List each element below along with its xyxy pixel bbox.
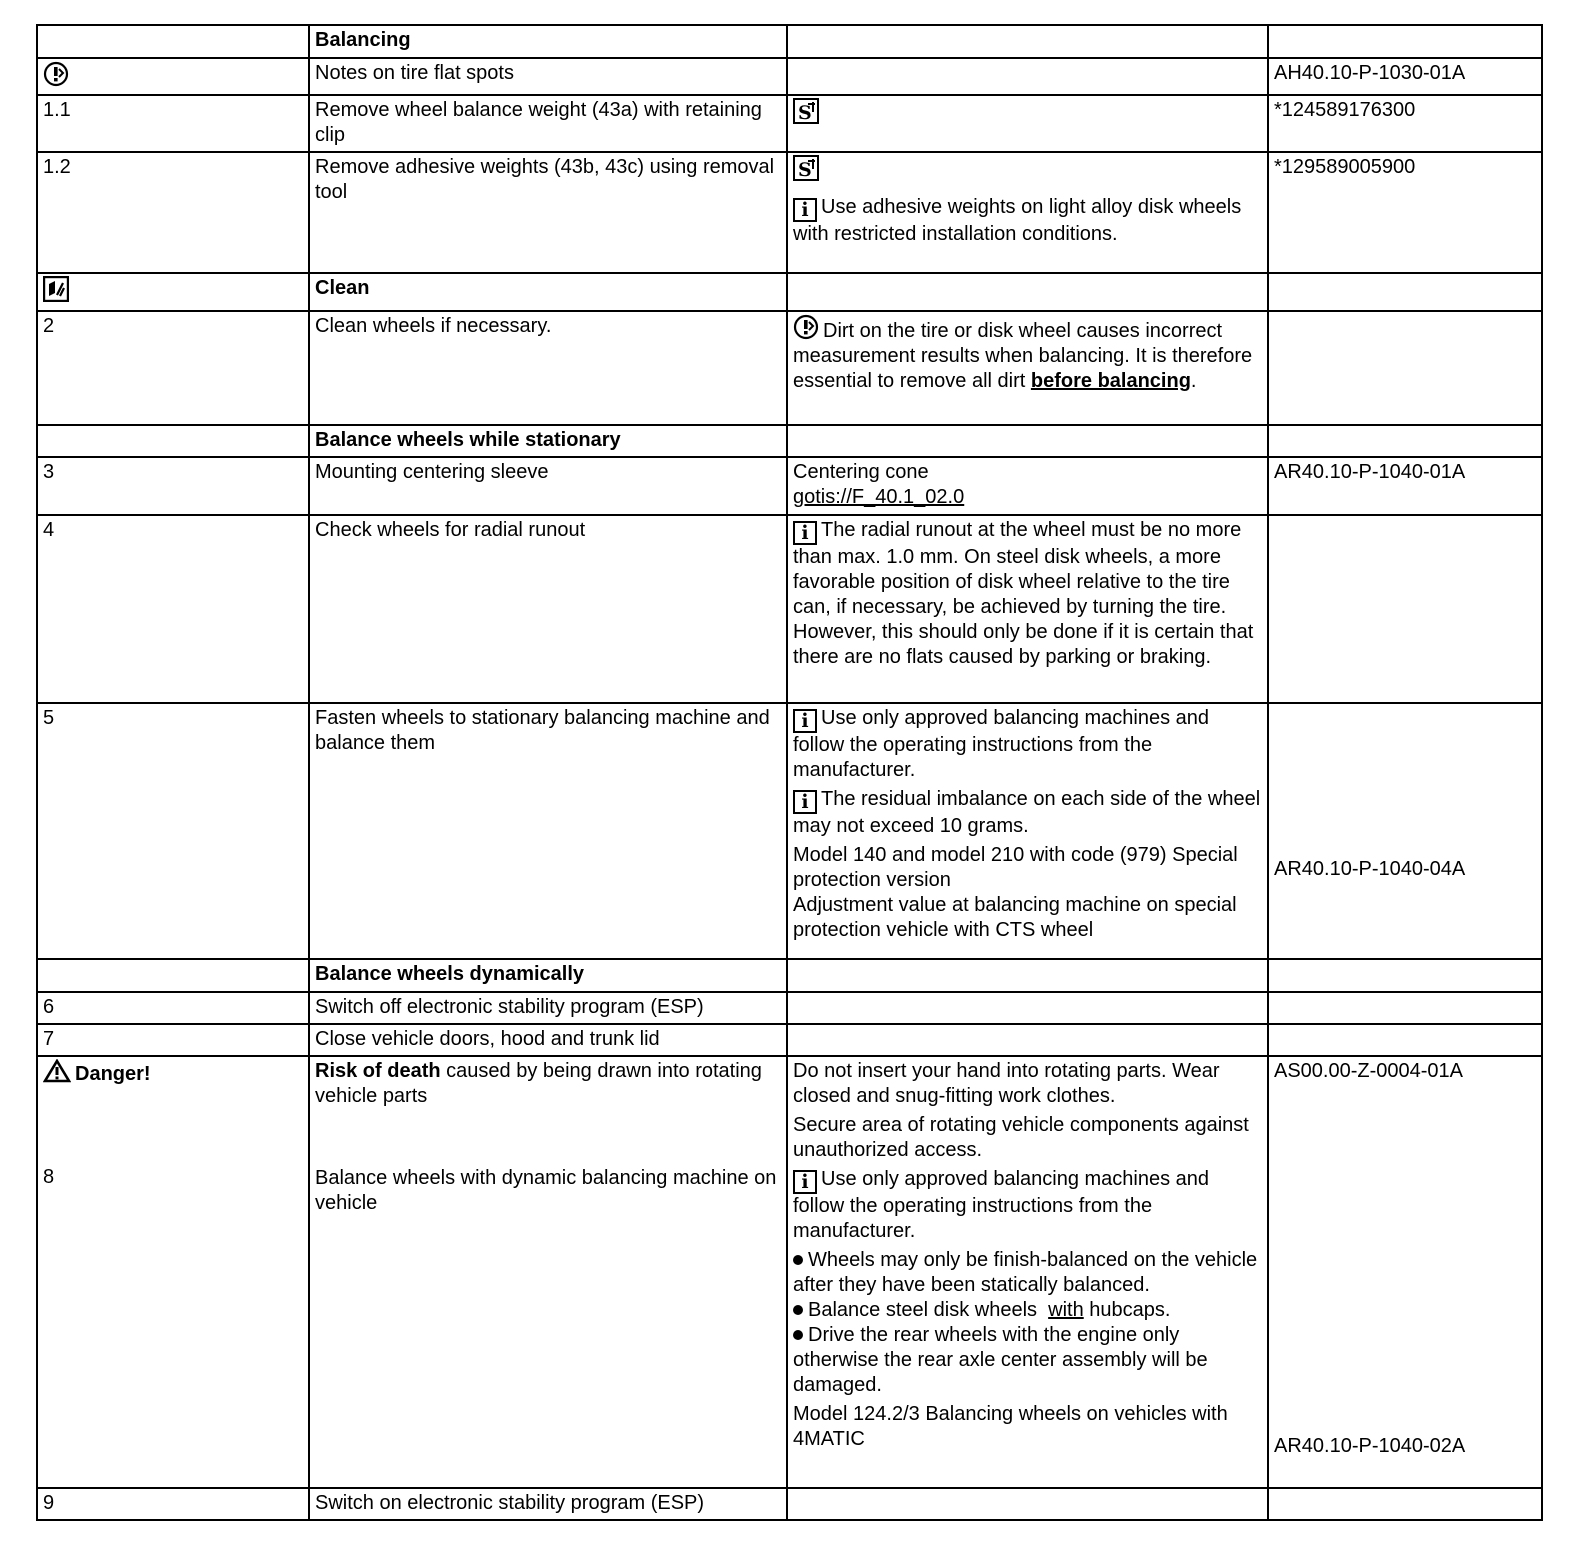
- table-row: [37, 152, 1542, 273]
- step-text: Remove adhesive weights (43b, 43c) using removal tool: [309, 152, 787, 273]
- step-text: Switch off electronic stability program (ESP): [309, 992, 787, 1024]
- info-box-icon: i: [793, 790, 817, 814]
- section-title-stationary: Balance wheels while stationary: [309, 425, 787, 457]
- table-row: [37, 25, 1542, 58]
- bullet-icon: [793, 1305, 803, 1315]
- info-note: The radial runout at the wheel must be no more than max. 1.0 mm. On steel disk wheels, a more favorable position of disk wheel relative to the tire can, if necessary, be achieved by turning the tire. However, this should only be done if it is certain that there are no flats caused by parking or braking.: [793, 519, 1254, 668]
- table-row: Danger! 8 Risk of death caused by being drawn into rotating vehicle parts Balance wheels with dynamic balancing machine on vehicle Do not insert your hand into rotating parts. Wear closed and snug-fitting work clothes. Secure area of rotating vehicle components against unauthorized access. i Use only approved balancing machines and follow the operating instructions from the manufacturer. Wheels may only be finish-balanced on the vehicle after they have been statically balanced. Balance steel disk wheels with hubcaps. Drive the rear wheels with the engine only otherwise the rear axle center assembly will be damaged. Model 124.2/3 Balancing wheels on vehicles with 4MATIC AS00.00-Z-0004-01A AR40.10-P-1040-02A: [37, 1056, 1542, 1488]
- step-number: 2: [37, 311, 309, 425]
- info-box-icon: i: [793, 198, 817, 222]
- danger-note: Secure area of rotating vehicle components against unauthorized access.: [793, 1114, 1249, 1161]
- danger-title: Risk of death: [315, 1060, 447, 1082]
- caution-circle-icon: [43, 61, 69, 87]
- bullet-emphasis: with: [1048, 1299, 1084, 1321]
- svg-text:S: S: [798, 102, 812, 124]
- info-note: Use only approved balancing machines and follow the operating instructions from the manufacturer.: [793, 1168, 1210, 1242]
- ref-code: AR40.10-P-1040-02A: [1274, 1435, 1466, 1457]
- section-title-clean: Clean: [309, 273, 787, 311]
- table-row: [37, 992, 1542, 1024]
- special-tool-icon: [793, 155, 819, 181]
- info-note: The residual imbalance on each side of the wheel may not exceed 10 grams.: [793, 788, 1261, 837]
- step-number: 3: [37, 457, 309, 515]
- info-note: Use only approved balancing machines and follow the operating instructions from the manufacturer.: [793, 707, 1210, 781]
- bullet-icon: [793, 1330, 803, 1340]
- section-title-balancing: Balancing: [309, 25, 787, 58]
- info-note: Use adhesive weights on light alloy disk wheels with restricted installation conditions.: [793, 196, 1242, 245]
- table-row: [37, 959, 1542, 992]
- step-number: 9: [37, 1488, 309, 1520]
- step-text: Close vehicle doors, hood and trunk lid: [309, 1024, 787, 1056]
- table-row: [37, 1024, 1542, 1056]
- bullet-note: Drive the rear wheels with the engine only otherwise the rear axle center assembly will be damaged.: [793, 1324, 1208, 1396]
- notes-flat-spots: Notes on tire flat spots: [309, 58, 787, 95]
- bullet-note: Balance steel disk wheels: [808, 1299, 1049, 1321]
- caution-note-emphasis: before balancing: [1030, 370, 1191, 392]
- svg-text:S: S: [798, 159, 812, 181]
- step-number: 7: [37, 1024, 309, 1056]
- table-row: [37, 425, 1542, 457]
- procedure-table: [36, 24, 1543, 1521]
- step-number: 1.1: [37, 95, 309, 152]
- step-text: Fasten wheels to stationary balancing machine and balance them: [309, 703, 787, 959]
- step-text: Balance wheels with dynamic balancing machine on vehicle: [315, 1167, 777, 1214]
- step-number: 8: [43, 1166, 55, 1188]
- clean-procedure-icon: [43, 276, 69, 302]
- step-text: Check wheels for radial runout: [309, 515, 787, 703]
- part-number: *124589176300: [1268, 95, 1542, 152]
- section-title-dynamic: Balance wheels dynamically: [309, 959, 787, 992]
- warning-triangle-icon: [43, 1059, 71, 1083]
- special-tool-icon: [793, 98, 819, 124]
- table-row: [37, 457, 1542, 515]
- step-number: 1.2: [37, 152, 309, 273]
- step-number: 5: [37, 703, 309, 959]
- caution-circle-icon: [793, 314, 819, 340]
- model-note: Model 124.2/3 Balancing wheels on vehicles with 4MATIC: [793, 1403, 1228, 1450]
- bullet-note: Wheels may only be finish-balanced on the vehicle after they have been statically balanced.: [793, 1249, 1258, 1296]
- part-number: *129589005900: [1268, 152, 1542, 273]
- ref-code: AR40.10-P-1040-04A: [1274, 858, 1466, 880]
- step-number: 6: [37, 992, 309, 1024]
- table-row: [37, 95, 1542, 152]
- adjustment-note: Adjustment value at balancing machine on special protection vehicle with CTS wheel: [793, 894, 1237, 941]
- gotis-link[interactable]: gotis://F_40.1_02.0: [793, 486, 965, 508]
- step-number: 4: [37, 515, 309, 703]
- info-box-icon: i: [793, 521, 817, 545]
- ref-code: AH40.10-P-1030-01A: [1268, 58, 1542, 95]
- info-box-icon: i: [793, 1170, 817, 1194]
- danger-label: Danger!: [75, 1063, 151, 1085]
- step-text: Remove wheel balance weight (43a) with retaining clip: [309, 95, 787, 152]
- step-text: Clean wheels if necessary.: [309, 311, 787, 425]
- table-row: [37, 515, 1542, 703]
- ref-code: AR40.10-P-1040-01A: [1268, 457, 1542, 515]
- bullet-icon: [793, 1255, 803, 1265]
- ref-code: AS00.00-Z-0004-01A: [1274, 1060, 1464, 1082]
- model-note: Model 140 and model 210 with code (979) Special protection version: [793, 844, 1238, 891]
- caution-note: Dirt on the tire or disk wheel causes incorrect measurement results when balancing. It is therefore essential to remove all dirt: [793, 320, 1253, 392]
- table-row: [37, 1488, 1542, 1520]
- step-text: Mounting centering sleeve: [309, 457, 787, 515]
- danger-note: Do not insert your hand into rotating parts. Wear closed and snug-fitting work clothes.: [793, 1060, 1220, 1107]
- step-text: Switch on electronic stability program (ESP): [309, 1488, 787, 1520]
- table-row: 2 Clean wheels if necessary. Dirt on the tire or disk wheel causes incorrect measurement results when balancing. It is therefore essential to remove all dirt before balancing.: [37, 311, 1542, 425]
- note-text: Centering cone: [793, 461, 929, 483]
- table-row: [37, 273, 1542, 311]
- table-row: [37, 703, 1542, 959]
- danger-text: caused by being drawn into rotating vehicle parts: [315, 1060, 762, 1107]
- table-row: [37, 58, 1542, 95]
- info-box-icon: i: [793, 709, 817, 733]
